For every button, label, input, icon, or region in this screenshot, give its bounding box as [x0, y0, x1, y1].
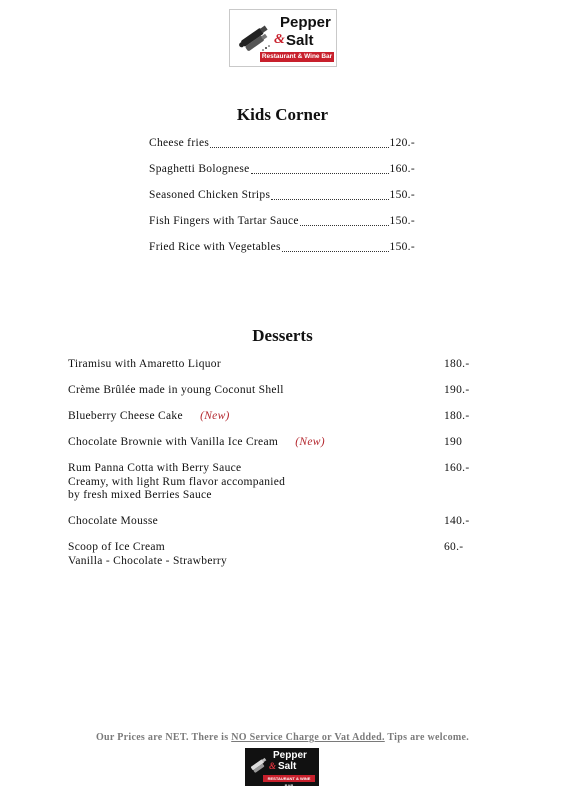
- kids-corner-title: Kids Corner: [236, 105, 329, 124]
- logo-word-salt: Salt: [278, 761, 297, 772]
- item-name: Fish Fingers with Tartar Sauce: [149, 215, 299, 227]
- item-price: 190: [444, 436, 463, 448]
- list-item: [68, 515, 158, 529]
- item-price: 190.-: [444, 384, 470, 396]
- item-price: 120.-: [389, 137, 415, 149]
- logo-ampersand: &: [274, 32, 285, 47]
- item-description: by fresh mixed Berries Sauce: [68, 489, 212, 501]
- item-price: 150.-: [389, 241, 415, 253]
- item-price: 150.-: [389, 189, 415, 201]
- new-badge: (New): [295, 436, 325, 448]
- item-name: Blueberry Cheese Cake: [68, 410, 183, 422]
- pepper-mill-icon: [236, 18, 274, 54]
- item-price: 60.-: [444, 541, 464, 553]
- item-name: Chocolate Mousse: [68, 515, 159, 527]
- list-item: [149, 241, 415, 255]
- new-badge: (New): [200, 410, 230, 422]
- list-item: [68, 541, 227, 568]
- list-item: [68, 436, 325, 450]
- logo-word-pepper: Pepper: [273, 750, 307, 761]
- list-item: [68, 358, 221, 372]
- list-item: [149, 137, 415, 151]
- item-price: 140.-: [444, 515, 470, 527]
- list-item: [149, 215, 415, 229]
- logo-ampersand: &: [269, 761, 277, 771]
- desserts-title: Desserts: [252, 326, 313, 345]
- item-price: 160.-: [389, 163, 415, 175]
- logo-word-pepper: Pepper: [280, 14, 331, 31]
- restaurant-logo: [229, 9, 337, 67]
- item-name: Seasoned Chicken Strips: [149, 189, 271, 201]
- price-note: [0, 732, 565, 743]
- tips-note: Tips are welcome.: [384, 732, 470, 743]
- item-description: Vanilla - Chocolate - Strawberry: [68, 554, 228, 567]
- logo-tagline: RESTAURANT & WINE BAR: [263, 775, 315, 782]
- logo-word-salt: Salt: [286, 32, 314, 49]
- item-name: Cheese fries: [149, 137, 210, 149]
- pepper-mill-icon: [248, 753, 270, 775]
- item-name: Fried Rice with Vegetables: [149, 241, 281, 253]
- item-price: 150.-: [389, 215, 415, 227]
- list-item: [68, 410, 230, 424]
- item-name: Spaghetti Bolognese: [149, 163, 250, 175]
- list-item: [149, 163, 415, 177]
- item-price: 160.-: [444, 462, 470, 474]
- list-item: [68, 384, 284, 398]
- item-price: 180.-: [444, 410, 470, 422]
- item-name: Chocolate Brownie with Vanilla Ice Cream: [68, 436, 279, 448]
- item-description: Creamy, with light Rum flavor accompanied: [68, 475, 286, 488]
- list-item: [149, 189, 415, 203]
- footer-logo: [245, 748, 319, 786]
- list-item: [68, 462, 285, 503]
- item-name: Tiramisu with Amaretto Liquor: [68, 358, 221, 370]
- item-name: Crème Brûlée made in young Coconut Shell: [68, 384, 284, 396]
- item-name: Scoop of Ice Cream: [68, 541, 166, 553]
- item-price: 180.-: [444, 358, 470, 370]
- logo-tagline: Restaurant & Wine Bar: [261, 53, 333, 60]
- price-note-text: Our Prices are NET. There is: [95, 732, 232, 743]
- service-charge-note: NO Service Charge or Vat Added.: [231, 732, 385, 743]
- item-name: Rum Panna Cotta with Berry Sauce: [68, 462, 242, 474]
